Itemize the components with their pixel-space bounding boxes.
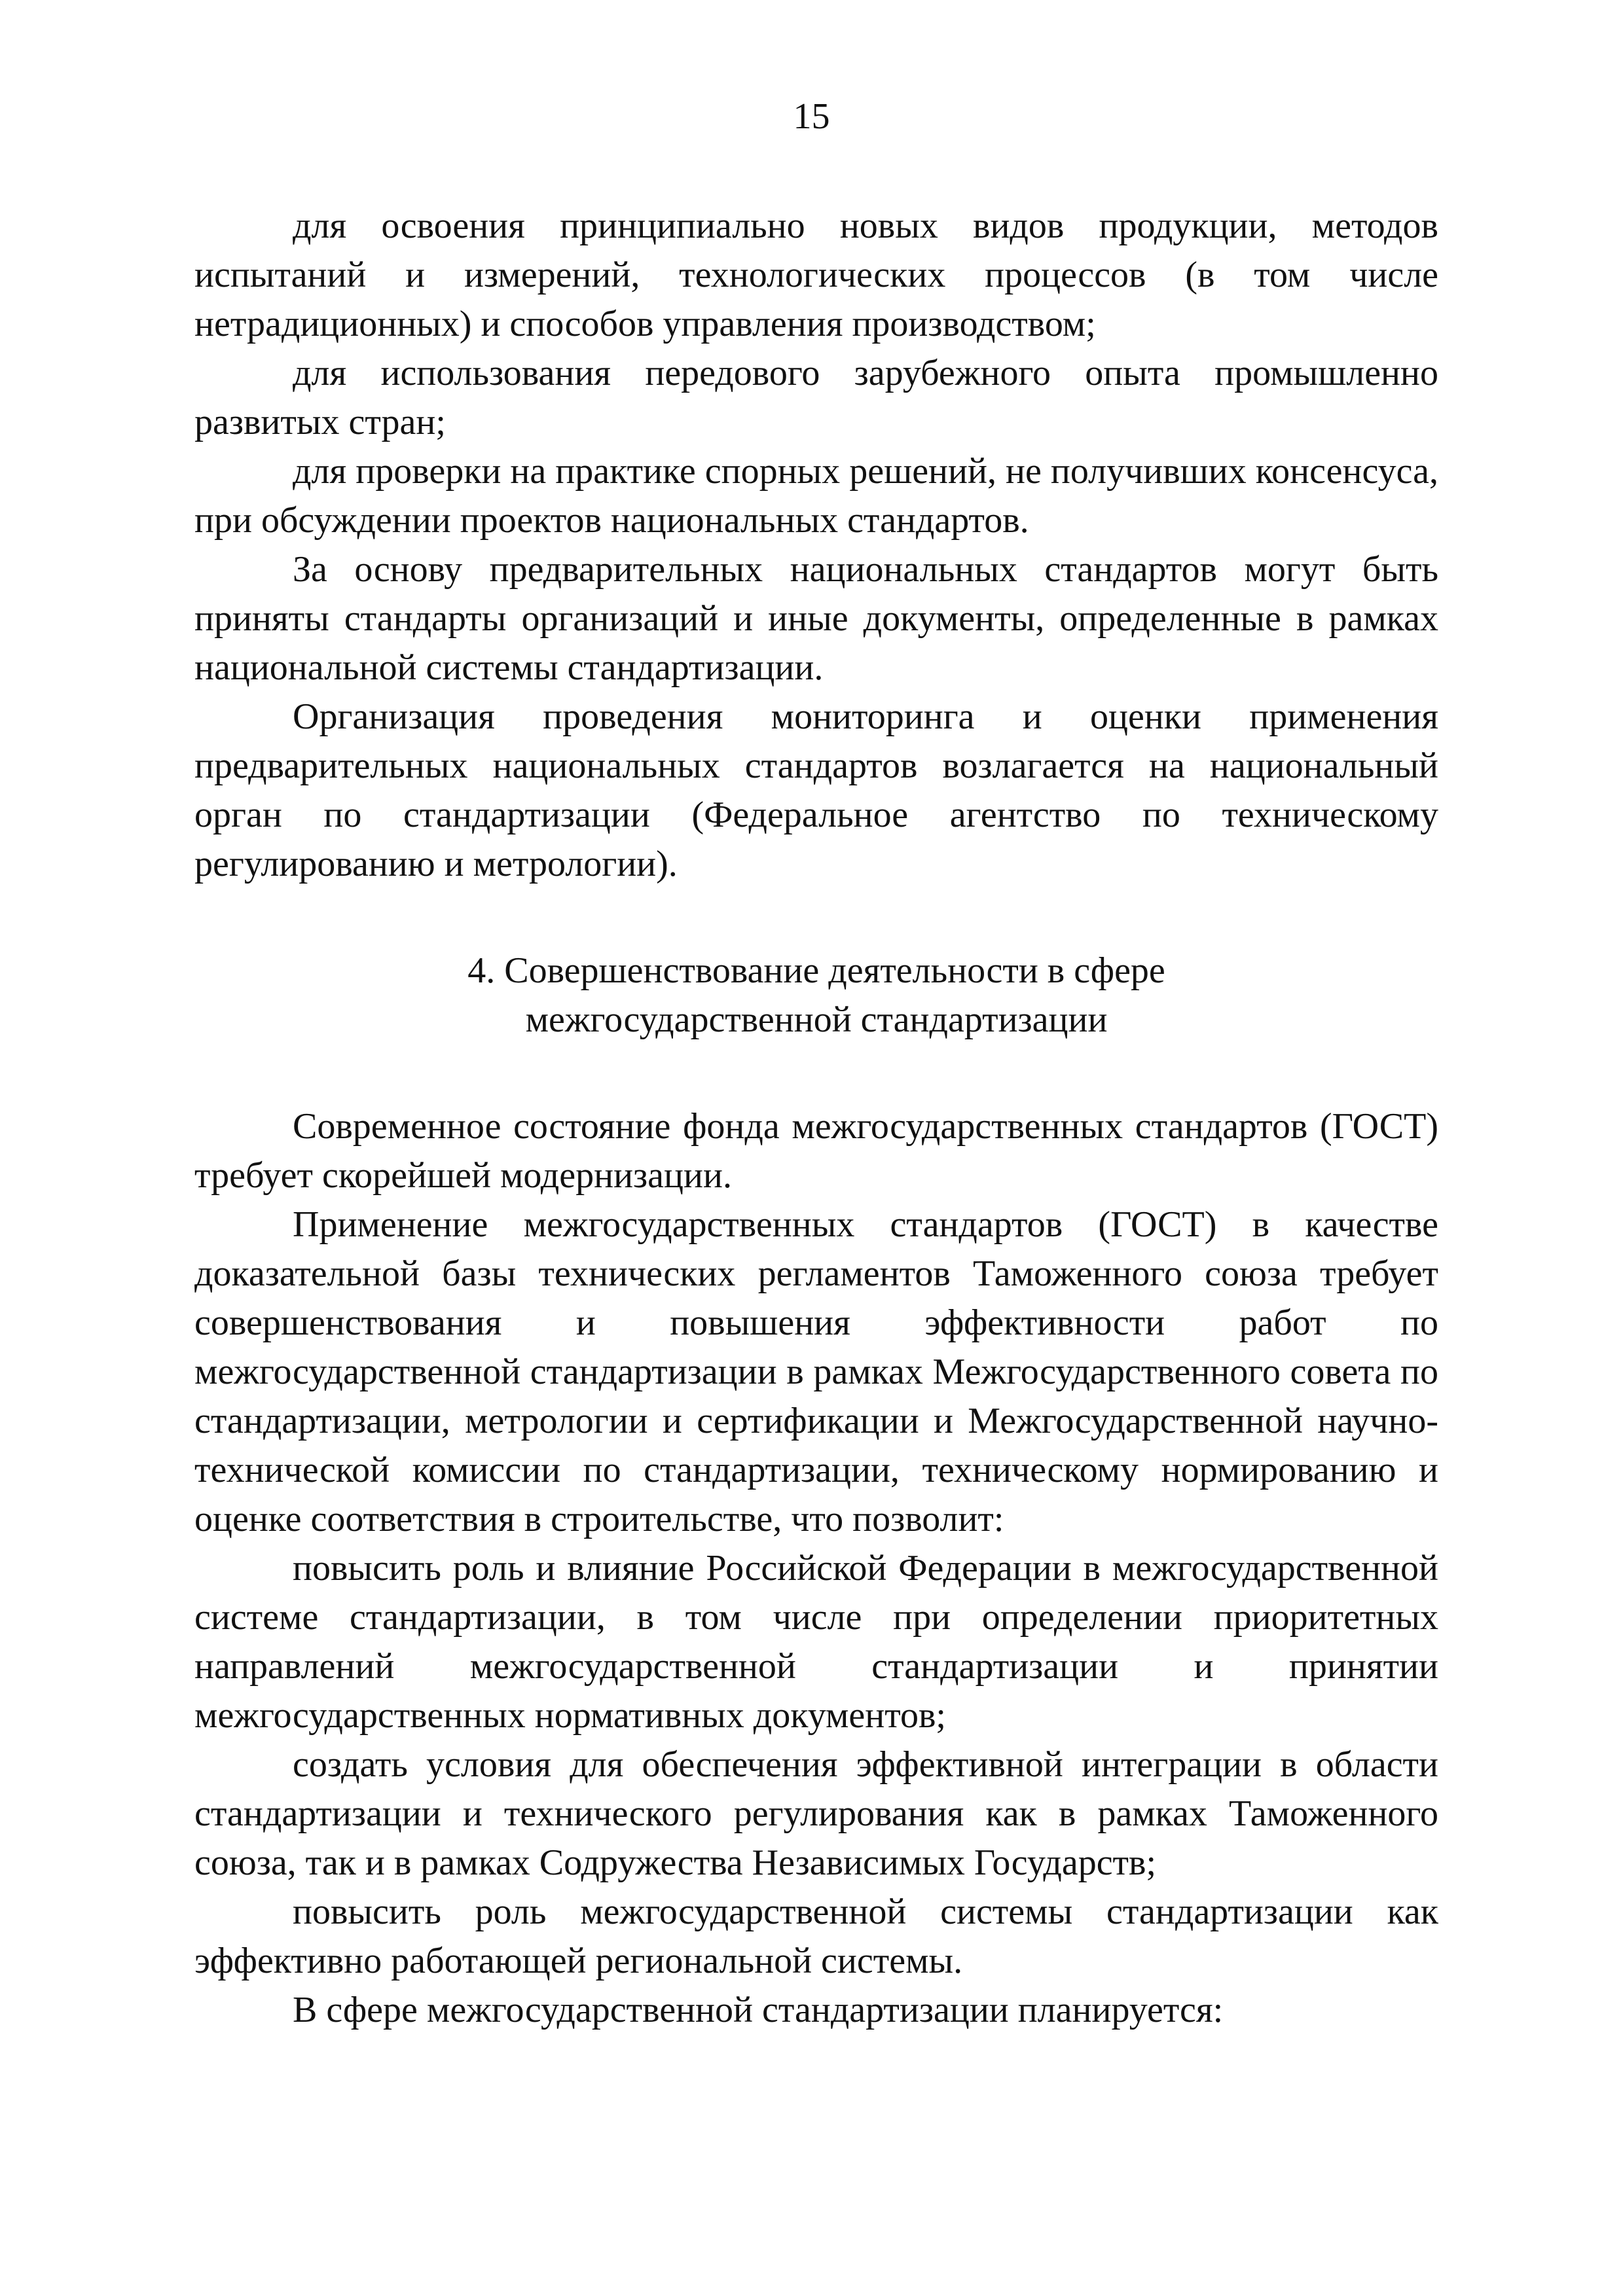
paragraph: создать условия для обеспечения эффективной интеграции в области стандартизации и технического регулирования как в рамках Таможенного союза, так и в рамках Содружества Независимых Государств; bbox=[194, 1744, 1438, 1883]
paragraph: повысить роль межгосударственной системы стандартизации как эффективно работающей региональной системы. bbox=[194, 1892, 1438, 1981]
paragraph: для использования передового зарубежного опыта промышленно развитых стран; bbox=[194, 353, 1438, 442]
paragraph: За основу предварительных национальных стандартов могут быть приняты стандарты организаций и иные документы, определенные в рамках национальной системы стандартизации. bbox=[194, 549, 1438, 688]
paragraph: для проверки на практике спорных решений, не получивших консенсуса, при обсуждении проектов национальных стандартов. bbox=[194, 451, 1438, 541]
paragraph: В сфере межгосударственной стандартизации планируется: bbox=[293, 1990, 1224, 2030]
section-heading bbox=[194, 946, 1438, 1045]
section-heading-line: 4. Совершенствование деятельности в сфере bbox=[467, 950, 1165, 991]
paragraph: Современное состояние фонда межгосударственных стандартов (ГОСТ) требует скорейшей модернизации. bbox=[194, 1106, 1438, 1196]
paragraph: повысить роль и влияние Российской Федерации в межгосударственной системе стандартизации, в том числе при определении приоритетных направлений межгосударственной стандартизации и принятии межгосударственных нормативных документов; bbox=[194, 1548, 1438, 1736]
paragraph: Применение межгосударственных стандартов (ГОСТ) в качестве доказательной базы технических регламентов Таможенного союза требует совершенствования и повышения эффективности работ по межгосударственной стандартизации в рамках Межгосударственного совета по стандартизации, метрологии и сертификации и Межгосударственной научно-технической комиссии по стандартизации, техническому нормированию и оценке соответствия в строительстве, что позволит: bbox=[194, 1204, 1438, 1539]
document-body bbox=[194, 202, 1438, 2035]
paragraph: для освоения принципиально новых видов продукции, методов испытаний и измерений, технологических процессов (в том числе нетрадиционных) и способов управления производством; bbox=[194, 206, 1438, 344]
section-heading-line: межгосударственной стандартизации bbox=[525, 999, 1108, 1040]
paragraph: Организация проведения мониторинга и оценки применения предварительных национальных стандартов возлагается на национальный орган по стандартизации (Федеральное агентство по техническому регулированию и метрологии). bbox=[194, 696, 1438, 884]
page-number: 15 bbox=[793, 96, 830, 137]
